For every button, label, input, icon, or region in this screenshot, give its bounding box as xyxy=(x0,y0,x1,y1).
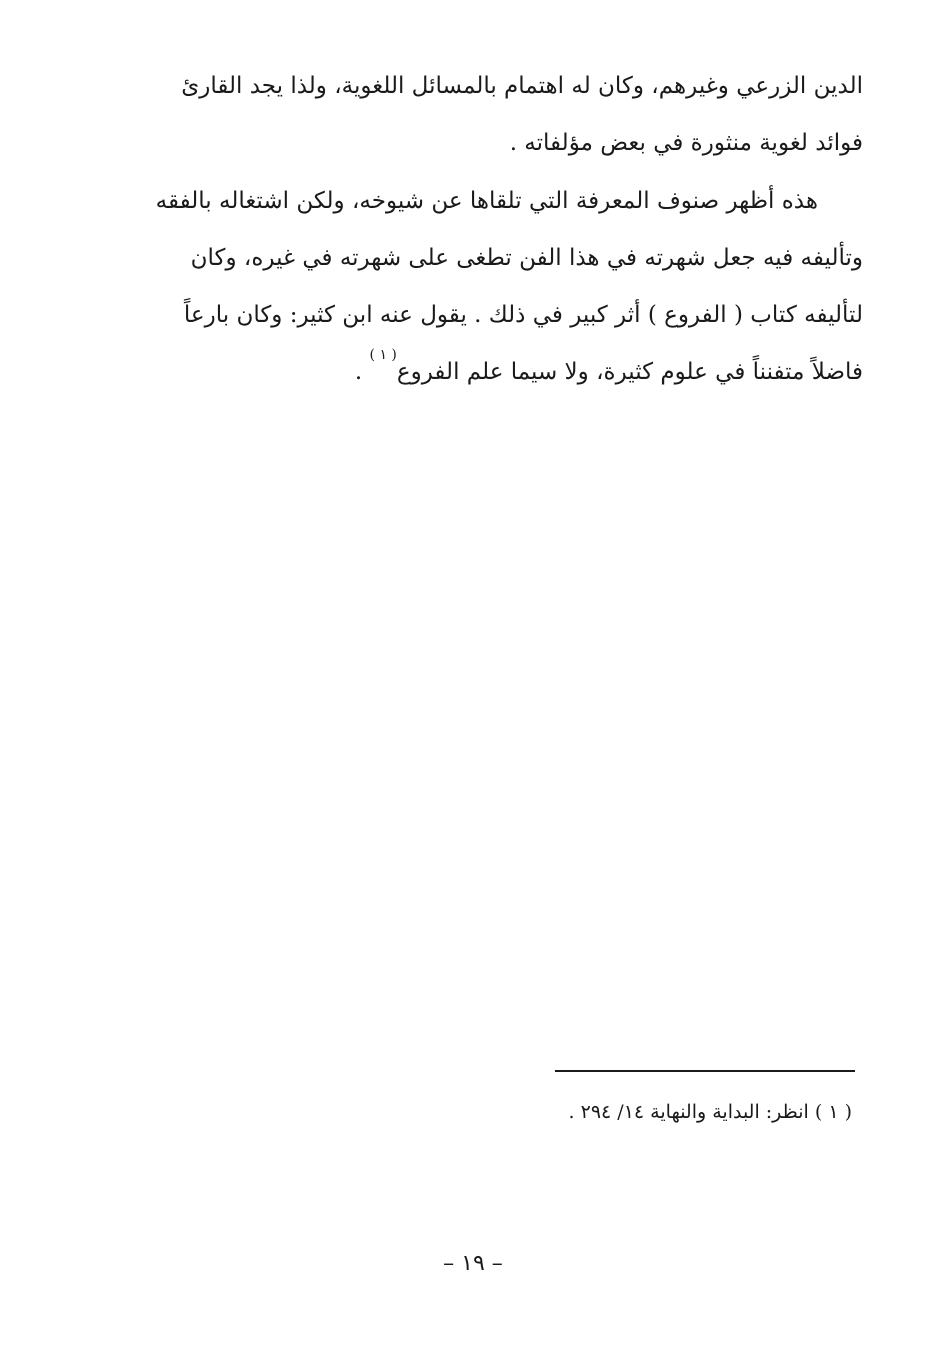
paragraph-1-line-1: الدين الزرعي وغيرهم، وكان له اهتمام بالمسائل اللغوية، ولذا يجد القارئ xyxy=(181,73,863,99)
paragraph-1-line-2: فوائد لغوية منثورة في بعض مؤلفاته . xyxy=(509,130,863,156)
footnote: ( ١ ) انظر: البداية والنهاية ١٤/ ٢٩٤ . xyxy=(568,1101,852,1123)
paragraph-2-line-4 xyxy=(135,344,863,401)
paragraph-2 xyxy=(135,173,863,401)
page-number: – ١٩ – xyxy=(443,1251,503,1276)
paragraph-2-line-4-end: . xyxy=(354,359,370,385)
paragraph-2-line-3: لتأليفه كتاب ( الفروع ) أثر كبير في ذلك . يقول عنه ابن كثير: وكان بارعاً xyxy=(183,302,863,328)
paragraph-2-line-4-text: فاضلاً متفنناً في علوم كثيرة، ولا سيما علم الفروع xyxy=(396,359,863,385)
paragraph-1 xyxy=(135,58,863,172)
paragraph-2-line-2: وتأليفه فيه جعل شهرته في هذا الفن تطغى على شهرته في غيره، وكان xyxy=(190,245,863,271)
footnote-reference-marker[interactable]: ( ١ ) xyxy=(369,347,397,363)
paragraph-2-line-1: هذه أظهر صنوف المعرفة التي تلقاها عن شيوخه، ولكن اشتغاله بالفقه xyxy=(155,188,818,214)
footnote-separator-rule xyxy=(555,1070,855,1072)
